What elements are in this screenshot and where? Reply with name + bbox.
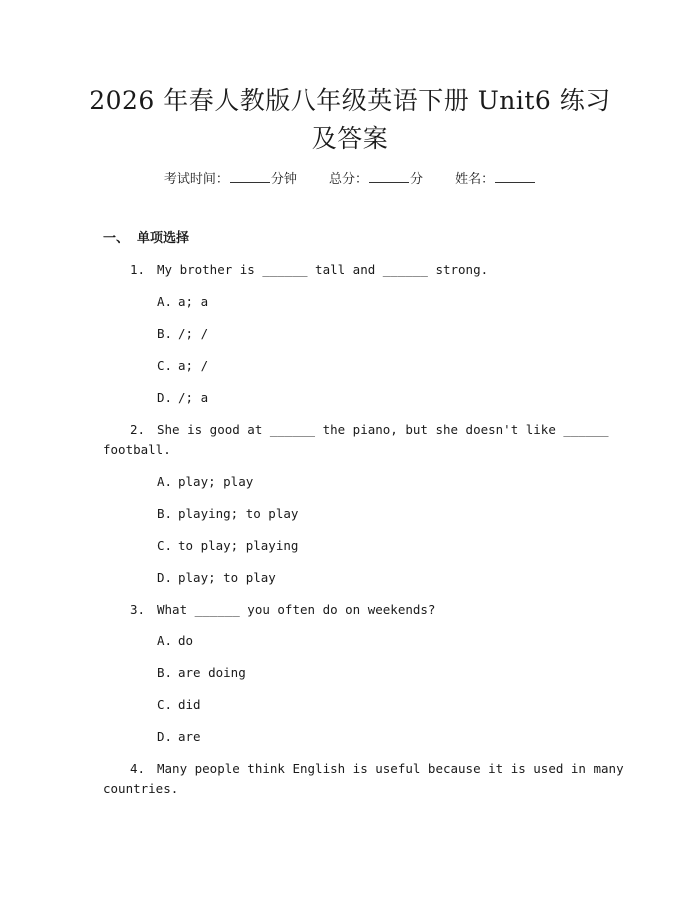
name-blank xyxy=(495,168,535,183)
option-1c xyxy=(157,356,208,376)
option-letter: B. xyxy=(157,506,173,521)
option-letter: D. xyxy=(157,570,173,585)
option-letter: B. xyxy=(157,326,173,341)
option-letter: D. xyxy=(157,390,173,405)
option-2a xyxy=(157,472,253,492)
option-text: do xyxy=(178,633,194,648)
option-text: are xyxy=(178,729,201,744)
question-number: 3. xyxy=(130,602,146,617)
question-3 xyxy=(130,600,435,620)
question-text: She is good at ______ the piano, but she doesn't like ______ xyxy=(157,422,609,437)
document-title xyxy=(80,82,620,158)
question-2-continued: football. xyxy=(103,442,171,457)
option-letter: C. xyxy=(157,697,173,712)
option-3b xyxy=(157,663,246,683)
exam-time-unit: 分钟 xyxy=(270,172,297,187)
option-text: /; / xyxy=(178,326,209,341)
exam-time xyxy=(164,168,297,190)
exam-info xyxy=(0,168,700,190)
student-name xyxy=(455,168,536,190)
option-text: did xyxy=(178,697,201,712)
option-1a xyxy=(157,292,208,312)
option-letter: D. xyxy=(157,729,173,744)
question-number: 1. xyxy=(130,262,146,277)
title-line-1: 2026 年春人教版八年级英语下册 Unit6 练习 xyxy=(89,86,611,115)
option-text: a; / xyxy=(178,358,209,373)
question-4-continued: countries. xyxy=(103,781,179,796)
option-text: are doing xyxy=(178,665,246,680)
option-letter: A. xyxy=(157,633,173,648)
total-score-blank xyxy=(369,168,409,183)
option-2d xyxy=(157,568,276,588)
option-letter: C. xyxy=(157,358,173,373)
question-text: What ______ you often do on weekends? xyxy=(157,602,436,617)
option-3a xyxy=(157,631,193,651)
question-2 xyxy=(130,420,609,440)
option-3c xyxy=(157,695,201,715)
question-text: My brother is ______ tall and ______ strong. xyxy=(157,262,489,277)
option-letter: C. xyxy=(157,538,173,553)
option-text: a; a xyxy=(178,294,209,309)
section-heading xyxy=(103,229,189,249)
option-letter: A. xyxy=(157,474,173,489)
option-text: /; a xyxy=(178,390,209,405)
section-number: 一、 xyxy=(103,231,130,246)
option-text: playing; to play xyxy=(178,506,299,521)
section-title: 单项选择 xyxy=(137,231,190,246)
option-1b xyxy=(157,324,208,344)
total-score xyxy=(329,168,423,190)
question-number: 4. xyxy=(130,761,146,776)
title-line-2: 及答案 xyxy=(311,124,389,153)
option-text: play; to play xyxy=(178,570,276,585)
option-text: to play; playing xyxy=(178,538,299,553)
option-1d xyxy=(157,388,208,408)
exam-time-label: 考试时间： xyxy=(163,172,229,187)
option-letter: A. xyxy=(157,294,173,309)
question-number: 2. xyxy=(130,422,146,437)
name-label: 姓名： xyxy=(455,172,495,187)
option-2c xyxy=(157,536,298,556)
option-letter: B. xyxy=(157,665,173,680)
question-text: Many people think English is useful because it is used in many xyxy=(157,761,624,776)
option-3d xyxy=(157,727,201,747)
option-2b xyxy=(157,504,298,524)
total-score-unit: 分 xyxy=(410,172,424,187)
option-text: play; play xyxy=(178,474,254,489)
question-4 xyxy=(130,759,624,779)
question-1 xyxy=(130,260,488,280)
exam-time-blank xyxy=(230,168,270,183)
total-score-label: 总分： xyxy=(328,172,368,187)
